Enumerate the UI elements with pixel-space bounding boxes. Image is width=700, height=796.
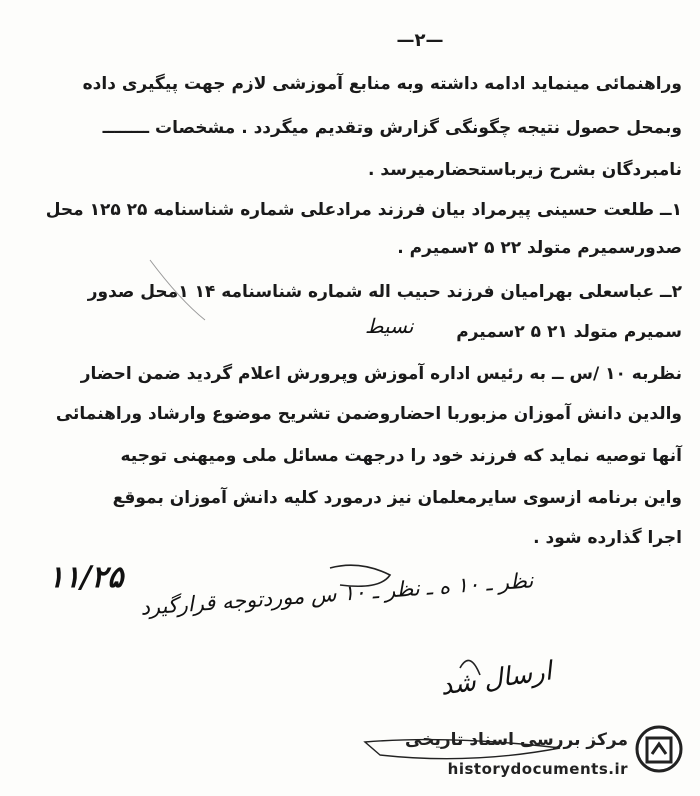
handwritten-signature: ارسال شد bbox=[438, 656, 554, 702]
text-line-1: وراهنمائی مینماید ادامه داشته وبه منابع آموزشی لازم جهت پیگیری داده bbox=[82, 74, 682, 94]
handwritten-note: نظر ـ ۱۰ ه ـ نظر ـ ۱۰ س موردتوجه قرارگیرد bbox=[139, 568, 535, 620]
text-line-3: نامبردگان بشرح زیرباستحضارمیرسد . bbox=[368, 160, 682, 180]
page-number: —۲— bbox=[396, 30, 444, 51]
text-line-6: ۲ــ عباسعلی بهرامیان فرزند حبیب اله شماره شناسنامه ۱۴ ۱محل صدور bbox=[87, 282, 682, 302]
text-line-8: نظربه ۱۰ /س ــ به رئیس اداره آموزش وپرورش اعلام گردید ضمن احضار bbox=[80, 364, 682, 384]
text-line-12: اجرا گذارده شود . bbox=[533, 528, 682, 548]
text-line-4: ۱ــ طلعت حسینی پیرمراد بیان فرزند مرادعلی شماره شناسنامه ۲۵ ۱۲۵ محل bbox=[45, 200, 682, 220]
text-line-10: آنها توصیه نماید که فرزند خود را درجهت مسائل ملی ومیهنی توجیه bbox=[120, 446, 682, 466]
text-line-7: سمیرم متولد ۲۱ ۵ ۲سمیرم bbox=[456, 322, 682, 342]
handwritten-initial: نسیط bbox=[365, 314, 414, 338]
archive-logo-icon bbox=[634, 724, 684, 774]
handwritten-number: ۱۱/۲۵ bbox=[48, 560, 124, 595]
watermark-url: historydocuments.ir bbox=[447, 760, 628, 778]
text-line-9: والدین دانش آموزان مزبوربا احضاروضمن تشریح موضوع وارشاد وراهنمائی bbox=[55, 404, 682, 424]
watermark-name: مرکز بررسی اسناد تاریخی bbox=[405, 730, 628, 750]
watermark bbox=[405, 720, 692, 790]
text-line-11: واین برنامه ازسوی سایرمعلمان نیز درمورد کلیه دانش آموزان بموقع bbox=[112, 488, 682, 508]
text-line-5: صدورسمیرم متولد ۲۲ ۵ ۲سمیرم . bbox=[397, 238, 682, 258]
text-line-2: وبمحل حصول نتیجه چگونگی گزارش وتقدیم میگردد . مشخصات ــــــــ bbox=[102, 118, 682, 138]
